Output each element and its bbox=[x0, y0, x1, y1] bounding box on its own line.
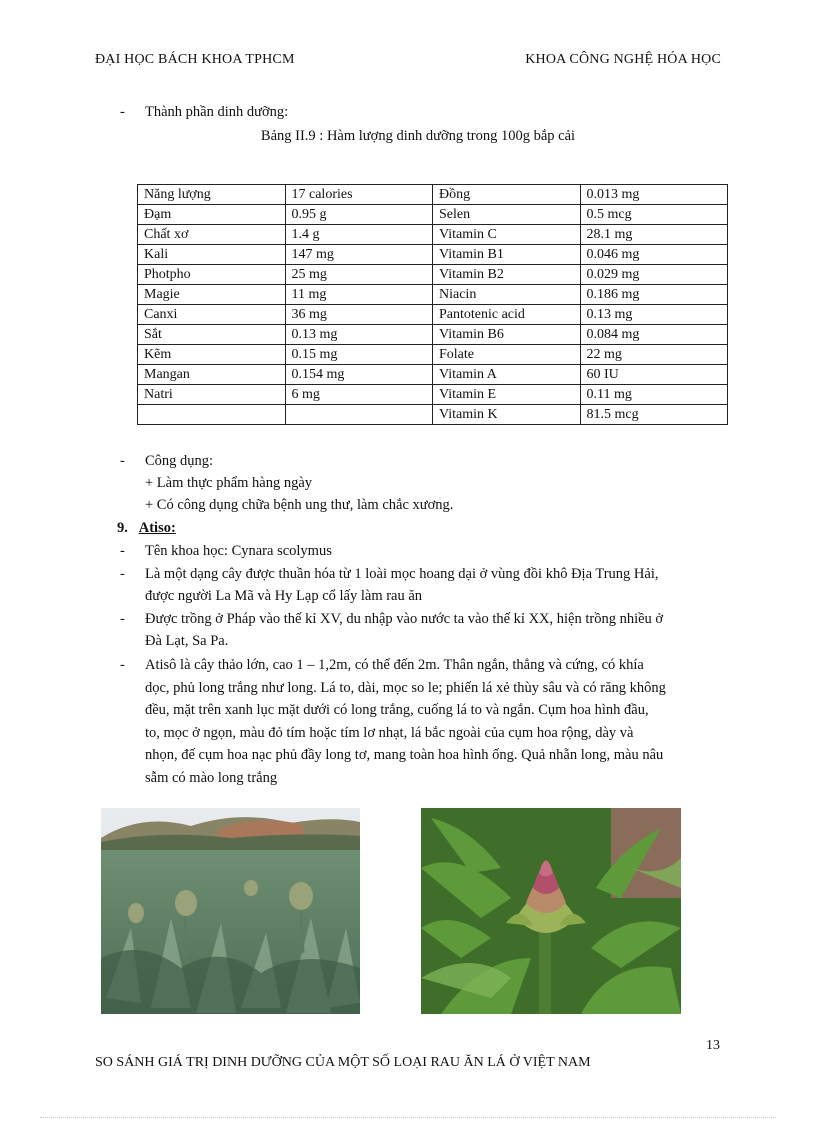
uses-title: Công dụng: bbox=[145, 453, 214, 469]
table-cell: 0.084 mg bbox=[580, 325, 728, 345]
table-cell: Canxi bbox=[138, 305, 286, 325]
header-right: KHOA CÔNG NGHỆ HÓA HỌC bbox=[525, 52, 721, 67]
table-row bbox=[138, 265, 728, 285]
bullet-cultivation-line: Đà Lạt, Sa Pa. bbox=[145, 633, 229, 649]
bullet-description-line: sẫm có mào long trắng bbox=[145, 770, 278, 786]
page-number: 13 bbox=[706, 1038, 720, 1053]
table-row bbox=[138, 225, 728, 245]
table-cell: Mangan bbox=[138, 365, 286, 385]
bullet-scientific-name: Tên khoa học: Cynara scolymus bbox=[145, 543, 332, 559]
table-cell: 22 mg bbox=[580, 345, 728, 365]
nutrition-table bbox=[137, 184, 728, 425]
table-cell: 25 mg bbox=[285, 265, 433, 285]
bullet-dash: - bbox=[120, 453, 125, 469]
table-cell: Chất xơ bbox=[138, 225, 286, 245]
table-row bbox=[138, 385, 728, 405]
bullet-description-line: dọc, phủ long trắng như long. Lá to, dài, mọc so le; phiến lá xẻ thùy sâu và có răng không bbox=[145, 680, 666, 696]
table-cell: Magie bbox=[138, 285, 286, 305]
table-cell: 0.154 mg bbox=[285, 365, 433, 385]
table-cell: Kẽm bbox=[138, 345, 286, 365]
table-row bbox=[138, 185, 728, 205]
table-cell: 0.15 mg bbox=[285, 345, 433, 365]
table-cell: 0.013 mg bbox=[580, 185, 728, 205]
table-cell: 0.95 g bbox=[285, 205, 433, 225]
table-cell bbox=[138, 405, 286, 425]
table-cell: Selen bbox=[433, 205, 581, 225]
bullet-dash: - bbox=[120, 657, 125, 673]
bullet-cultivation-line: Được trồng ở Pháp vào thế kỉ XV, du nhập vào nước ta vào thế kỉ XX, hiện trồng nhiều ở bbox=[145, 611, 664, 627]
bullet-description-line: Atisô là cây thảo lớn, cao 1 – 1,2m, có thể đến 2m. Thân ngắn, thẳng và cứng, có khía bbox=[145, 657, 644, 673]
table-cell: Vitamin C bbox=[433, 225, 581, 245]
table-cell: Vitamin E bbox=[433, 385, 581, 405]
table-cell: Vitamin B6 bbox=[433, 325, 581, 345]
table-cell: Vitamin B2 bbox=[433, 265, 581, 285]
table-cell: 60 IU bbox=[580, 365, 728, 385]
artichoke-field-photo bbox=[101, 808, 360, 1014]
table-cell: Sắt bbox=[138, 325, 286, 345]
bullet-dash: - bbox=[120, 611, 125, 627]
table-cell: 147 mg bbox=[285, 245, 433, 265]
bullet-dash: - bbox=[120, 543, 125, 559]
artichoke-flower-photo bbox=[421, 808, 681, 1014]
header-left: ĐẠI HỌC BÁCH KHOA TPHCM bbox=[95, 52, 295, 67]
section-title: Thành phần dinh dưỡng: bbox=[145, 104, 289, 120]
table-cell: 0.13 mg bbox=[580, 305, 728, 325]
table-cell: Đồng bbox=[433, 185, 581, 205]
table-cell: 0.5 mcg bbox=[580, 205, 728, 225]
table-row bbox=[138, 205, 728, 225]
table-row bbox=[138, 305, 728, 325]
footer-title: SO SÁNH GIÁ TRỊ DINH DƯỠNG CỦA MỘT SỐ LOẠI RAU ĂN LÁ Ở VIỆT NAM bbox=[95, 1055, 591, 1070]
table-cell: 0.13 mg bbox=[285, 325, 433, 345]
table-cell: 17 calories bbox=[285, 185, 433, 205]
table-cell: Vitamin K bbox=[433, 405, 581, 425]
table-cell: 36 mg bbox=[285, 305, 433, 325]
table-row bbox=[138, 245, 728, 265]
bullet-dash: - bbox=[120, 566, 125, 582]
table-cell: Đạm bbox=[138, 205, 286, 225]
table-cell: Photpho bbox=[138, 265, 286, 285]
table-cell: 0.186 mg bbox=[580, 285, 728, 305]
table-row bbox=[138, 325, 728, 345]
bullet-dash: - bbox=[120, 104, 125, 120]
bullet-origin-line: được người La Mã và Hy Lạp cổ lấy làm rau ăn bbox=[145, 588, 423, 604]
bullet-description-line: to, mọc ở ngọn, màu đỏ tím hoặc tím lơ nhạt, lá bắc ngoài của cụm hoa rộng, dày và bbox=[145, 725, 634, 741]
table-row bbox=[138, 285, 728, 305]
table-cell: Natri bbox=[138, 385, 286, 405]
table-cell: 0.046 mg bbox=[580, 245, 728, 265]
table-row bbox=[138, 365, 728, 385]
uses-item: + Có công dụng chữa bệnh ung thư, làm chắc xương. bbox=[145, 497, 454, 513]
table-cell: Niacin bbox=[433, 285, 581, 305]
table-cell bbox=[285, 405, 433, 425]
table-cell: Folate bbox=[433, 345, 581, 365]
table-cell: 11 mg bbox=[285, 285, 433, 305]
table-cell: Vitamin A bbox=[433, 365, 581, 385]
heading-title: Atiso: bbox=[138, 520, 176, 536]
table-cell: 81.5 mcg bbox=[580, 405, 728, 425]
bullet-origin-line: Là một dạng cây được thuần hóa từ 1 loài mọc hoang dại ở vùng đồi khô Địa Trung Hải, bbox=[145, 566, 659, 582]
page-bottom-dotted-rule bbox=[40, 1117, 776, 1118]
table-cell: Vitamin B1 bbox=[433, 245, 581, 265]
table-cell: Pantotenic acid bbox=[433, 305, 581, 325]
bullet-description-line: đều, mặt trên xanh lục mặt dưới có long trắng, cuống lá to và ngắn. Cụm hoa hình đầu, bbox=[145, 702, 649, 718]
table-row bbox=[138, 345, 728, 365]
table-cell: 1.4 g bbox=[285, 225, 433, 245]
bullet-description-line: nhọn, đế cụm hoa nạc phủ đầy long tơ, mang toàn hoa hình ống. Quả nhẵn long, màu nâu bbox=[145, 747, 664, 763]
heading-number: 9. bbox=[117, 520, 128, 536]
table-cell: 0.11 mg bbox=[580, 385, 728, 405]
table-cell: Kali bbox=[138, 245, 286, 265]
table-cell: Năng lượng bbox=[138, 185, 286, 205]
table-row bbox=[138, 405, 728, 425]
table-caption: Bảng II.9 : Hàm lượng dinh dưỡng trong 100g bắp cải bbox=[260, 128, 576, 144]
heading-atiso bbox=[117, 520, 176, 537]
table-cell: 0.029 mg bbox=[580, 265, 728, 285]
table-cell: 28.1 mg bbox=[580, 225, 728, 245]
uses-item: + Làm thực phẩm hàng ngày bbox=[145, 475, 313, 491]
table-cell: 6 mg bbox=[285, 385, 433, 405]
